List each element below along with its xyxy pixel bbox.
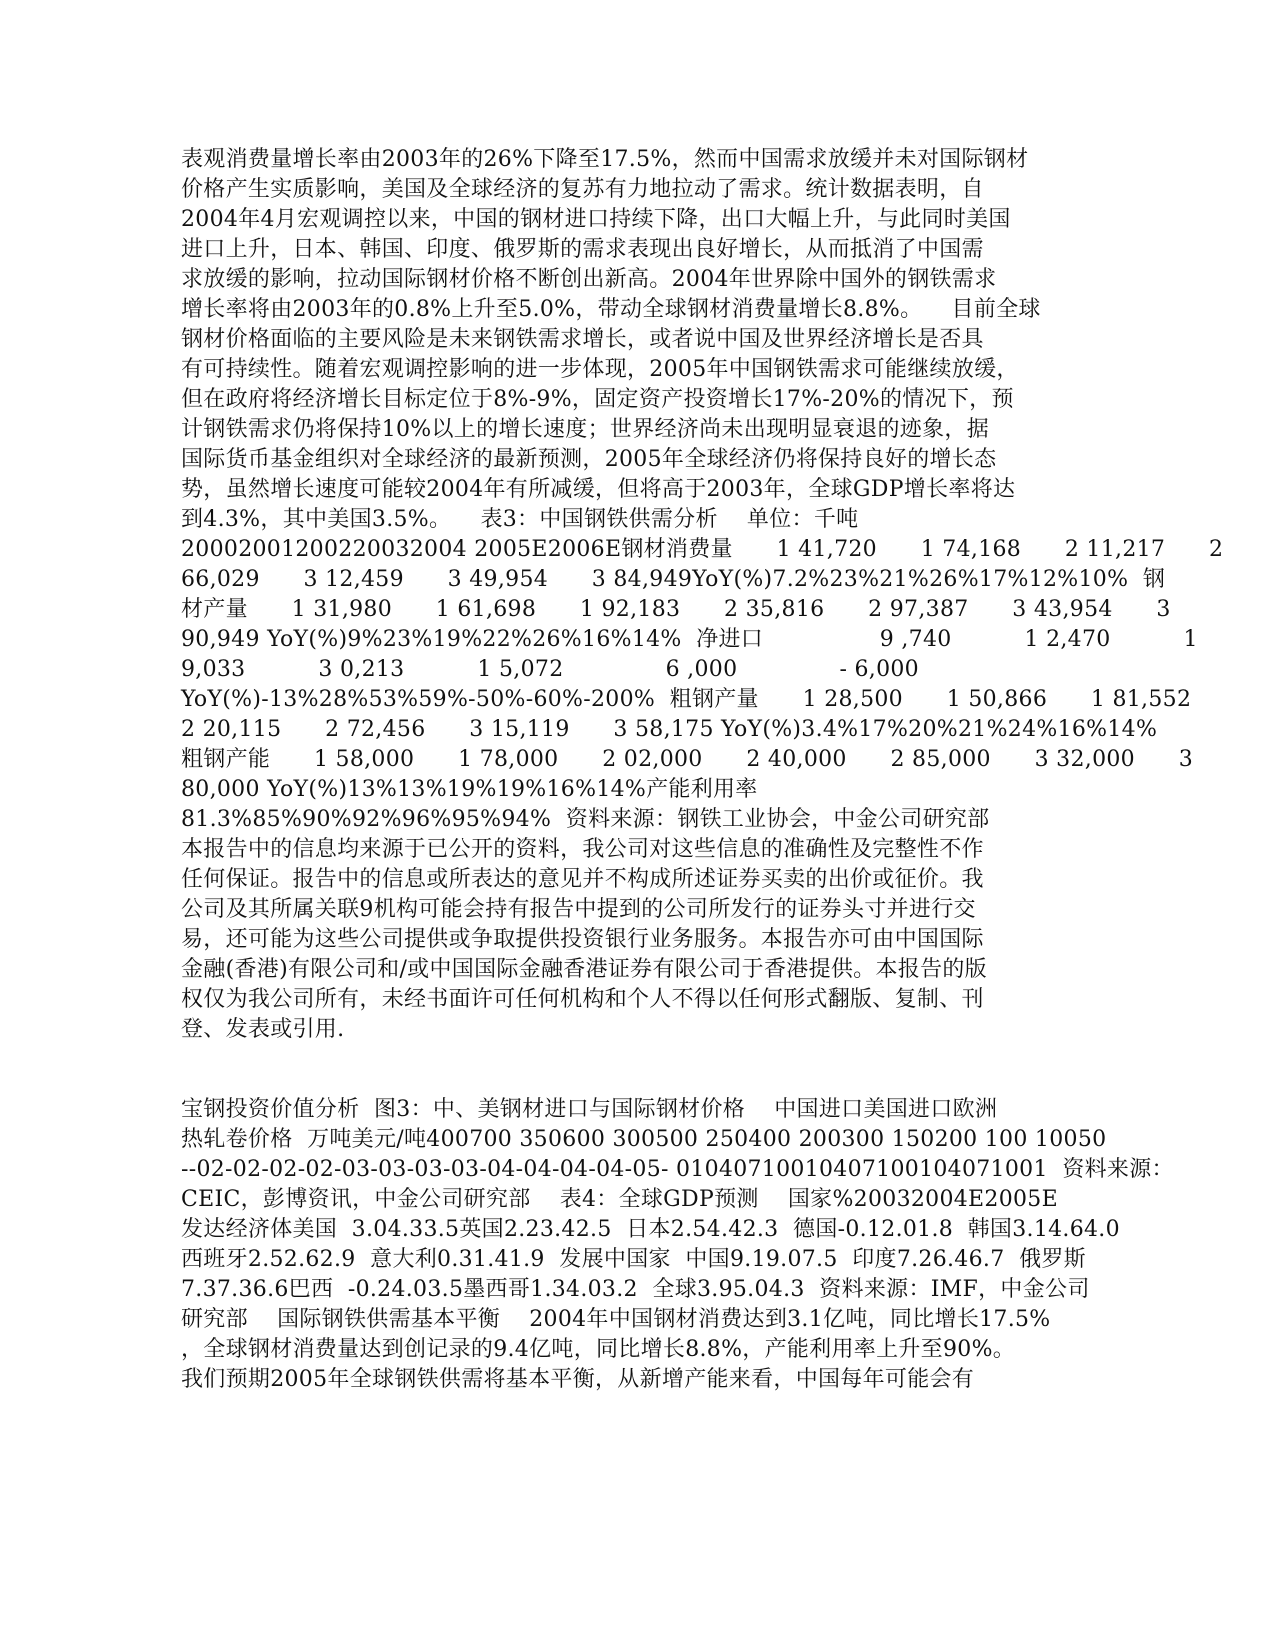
- text-line: 到4.3%，其中美国3.5%。 表3：中国钢铁供需分析 单位：千吨: [181, 507, 859, 532]
- disclaimer-line: 权仅为我公司所有，未经书面许可任何机构和个人不得以任何形式翻版、复制、刊: [181, 987, 984, 1012]
- text-line: 研究部 国际钢铁供需基本平衡 2004年中国钢材消费达到3.1亿吨，同比增长17.5%: [181, 1307, 1051, 1332]
- disclaimer-line: 任何保证。报告中的信息或所表达的意见并不构成所述证券买卖的出价或征价。我: [181, 867, 984, 892]
- table-text-line: 80,000 YoY(%)13%13%19%19%16%14%产能利用率: [181, 777, 758, 802]
- text-line: 我们预期2005年全球钢铁供需将基本平衡，从新增产能来看，中国每年可能会有: [181, 1367, 975, 1392]
- text-line: 钢材价格面临的主要风险是未来钢铁需求增长，或者说中国及世界经济增长是否具: [181, 327, 984, 352]
- text-line: CEIC，彭博资讯，中金公司研究部 表4：全球GDP预测 国家%20032004E2005E: [181, 1187, 1058, 1212]
- text-line: 表观消费量增长率由2003年的26%下降至17.5%，然而中国需求放缓并未对国际钢材: [181, 147, 1029, 172]
- disclaimer-line: 本报告中的信息均来源于已公开的资料，我公司对这些信息的准确性及完整性不作: [181, 837, 984, 862]
- text-line: 西班牙2.52.62.9 意大利0.31.41.9 发展中国家 中国9.19.07.5 印度7.26.46.7 俄罗斯: [181, 1247, 1086, 1272]
- text-line: 增长率将由2003年的0.8%上升至5.0%，带动全球钢材消费量增长8.8%。 目前全球: [181, 297, 1041, 322]
- text-line: 进口上升，日本、韩国、印度、俄罗斯的需求表现出良好增长，从而抵消了中国需: [181, 237, 984, 262]
- table-text-line: 90,949 YoY(%)9%23%19%22%26%16%14% 净进口 9 ,740 1 2,470 1: [181, 627, 1198, 652]
- table-text-line: 9,033 3 0,213 1 5,072 6 ,000 - 6,000: [181, 657, 919, 682]
- disclaimer-line: 登、发表或引用.: [181, 1017, 345, 1042]
- table-text-line: 粗钢产能 1 58,000 1 78,000 2 02,000 2 40,000 2 85,000 3 32,000 3: [181, 747, 1194, 772]
- disclaimer-line: 易，还可能为这些公司提供或争取提供投资银行业务服务。本报告亦可由中国国际: [181, 927, 984, 952]
- disclaimer-line: 金融(香港)有限公司和/或中国国际金融香港证券有限公司于香港提供。本报告的版: [181, 957, 987, 982]
- text-line: --02-02-02-02-03-03-03-03-04-04-04-04-05- 01040710010407100104071001 资料来源：: [181, 1157, 1174, 1182]
- disclaimer-line: 公司及其所属关联9机构可能会持有报告中提到的公司所发行的证券头寸并进行交: [181, 897, 976, 922]
- table-text-line: 66,029 3 12,459 3 49,954 3 84,949YoY(%)7.2%23%21%26%17%12%10% 钢: [181, 567, 1166, 592]
- text-line: 计钢铁需求仍将保持10%以上的增长速度；世界经济尚未出现明显衰退的迹象，据: [181, 417, 990, 442]
- text-line: 势，虽然增长速度可能较2004年有所减缓，但将高于2003年，全球GDP增长率将达: [181, 477, 1016, 502]
- text-line: 求放缓的影响，拉动国际钢材价格不断创出新高。2004年世界除中国外的钢铁需求: [181, 267, 997, 292]
- table-text-line: 20002001200220032004 2005E2006E钢材消费量 1 41,720 1 74,168 2 11,217 2: [181, 537, 1224, 562]
- table-text-line: YoY(%)-13%28%53%59%-50%-60%-200% 粗钢产量 1 28,500 1 50,866 1 81,552: [181, 687, 1192, 712]
- table-text-line: 材产量 1 31,980 1 61,698 1 92,183 2 35,816 2 97,387 3 43,954 3: [181, 597, 1171, 622]
- text-line: 7.37.36.6巴西 -0.24.03.5墨西哥1.34.03.2 全球3.95.04.3 资料来源：IMF，中金公司: [181, 1277, 1090, 1302]
- text-line: 2004年4月宏观调控以来，中国的钢材进口持续下降，出口大幅上升，与此同时美国: [181, 207, 1011, 232]
- text-line: 有可持续性。随着宏观调控影响的进一步体现，2005年中国钢铁需求可能继续放缓，: [181, 357, 1019, 382]
- text-line: 宝钢投资价值分析 图3：中、美钢材进口与国际钢材价格 中国进口美国进口欧洲: [181, 1097, 998, 1122]
- text-line: 热轧卷价格 万吨美元/吨400700 350600 300500 250400 200300 150200 100 10050: [181, 1127, 1107, 1152]
- text-line: 价格产生实质影响，美国及全球经济的复苏有力地拉动了需求。统计数据表明，自: [181, 177, 984, 202]
- text-line: 国际货币基金组织对全球经济的最新预测，2005年全球经济仍将保持良好的增长态: [181, 447, 997, 472]
- table-text-line: 2 20,115 2 72,456 3 15,119 3 58,175 YoY(%)3.4%17%20%21%24%16%14%: [181, 717, 1158, 742]
- text-line: ，全球钢材消费量达到创记录的9.4亿吨，同比增长8.8%，产能利用率上升至90%。: [181, 1337, 1016, 1362]
- text-line: 发达经济体美国 3.04.33.5英国2.23.42.5 日本2.54.42.3 德国-0.12.01.8 韩国3.14.64.0: [181, 1217, 1120, 1242]
- table-text-line: 81.3%85%90%92%96%95%94% 资料来源：钢铁工业协会，中金公司研究部: [181, 807, 990, 832]
- text-line: 但在政府将经济增长目标定位于8%-9%，固定资产投资增长17%-20%的情况下，预: [181, 387, 1014, 412]
